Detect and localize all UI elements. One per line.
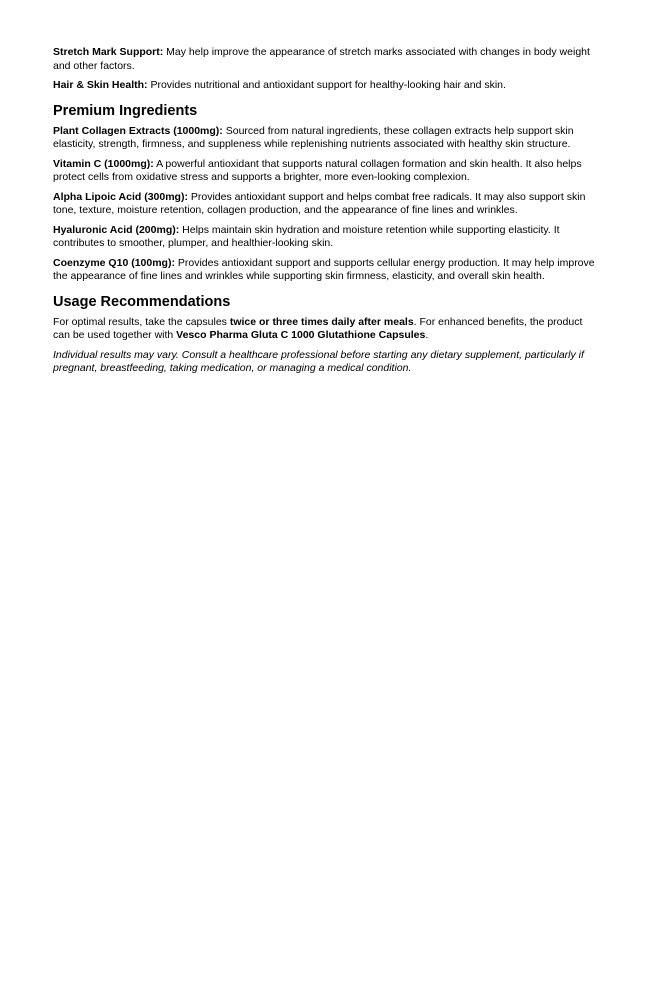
ingredient-text: Provides antioxidant support and helps combat free radicals. It may also support skin tone, texture, moisture retention, collagen production, and the appearance of fine lines and wrinkles. bbox=[53, 190, 586, 216]
disclaimer-text: Individual results may vary. Consult a healthcare professional before starting any dietary supplement, particularly if pregnant, breastfeeding, taking medication, or managing a medical condition. bbox=[53, 348, 584, 374]
ingredient-coenzyme-q10 bbox=[53, 257, 599, 284]
ingredient-text: Provides antioxidant support and supports cellular energy production. It may help improve the appearance of fine lines and wrinkles while supporting skin firmness, elasticity, and overall skin health. bbox=[53, 256, 595, 282]
usage-heading: Usage Recommendations bbox=[53, 293, 231, 310]
product-description bbox=[53, 46, 599, 382]
usage-text: . For enhanced benefits, the product can be used together with bbox=[53, 315, 583, 341]
ingredient-text: A powerful antioxidant that supports natural collagen formation and skin health. It also helps protect cells from oxidative stress and supports a brighter, more even-looking complexion. bbox=[53, 157, 582, 183]
ingredient-title: Hyaluronic Acid (200mg): bbox=[53, 223, 180, 236]
ingredient-alpha-lipoic-acid bbox=[53, 191, 599, 218]
ingredient-plant-collagen bbox=[53, 125, 599, 152]
benefit-stretch-mark bbox=[53, 46, 599, 73]
benefit-hair-skin bbox=[53, 79, 599, 93]
ingredients-heading: Premium Ingredients bbox=[53, 102, 198, 119]
usage-instructions bbox=[53, 316, 599, 343]
usage-text: . bbox=[425, 329, 429, 341]
ingredient-text: Sourced from natural ingredients, these collagen extracts help support skin elasticity, strength, firmness, and suppleness while replenishing nutrients associated with healthy skin structure. bbox=[53, 124, 574, 150]
ingredient-title: Alpha Lipoic Acid (300mg): bbox=[53, 190, 188, 203]
usage-companion-product: Vesco Pharma Gluta C 1000 Glutathione Capsules bbox=[176, 329, 426, 341]
ingredient-vitamin-c bbox=[53, 158, 599, 185]
ingredient-text: Helps maintain skin hydration and moisture retention while supporting elasticity. It contributes to smoother, plumper, and healthier-looking skin. bbox=[53, 223, 560, 249]
benefit-text: Provides nutritional and antioxidant support for healthy-looking hair and skin. bbox=[147, 79, 506, 91]
usage-text: For optimal results, take the capsules bbox=[53, 315, 230, 328]
usage-dosage: twice or three times daily after meals bbox=[229, 315, 414, 328]
disclaimer bbox=[53, 349, 599, 376]
ingredient-title: Vitamin C (1000mg): bbox=[53, 157, 154, 170]
ingredient-title: Plant Collagen Extracts (1000mg): bbox=[53, 124, 223, 137]
ingredient-hyaluronic-acid bbox=[53, 224, 599, 251]
benefit-text: May help improve the appearance of stretch marks associated with changes in body weight and other factors. bbox=[53, 46, 590, 72]
benefit-title: Hair & Skin Health: bbox=[53, 79, 148, 91]
ingredient-title: Coenzyme Q10 (100mg): bbox=[53, 256, 175, 269]
benefit-title: Stretch Mark Support: bbox=[53, 46, 164, 58]
